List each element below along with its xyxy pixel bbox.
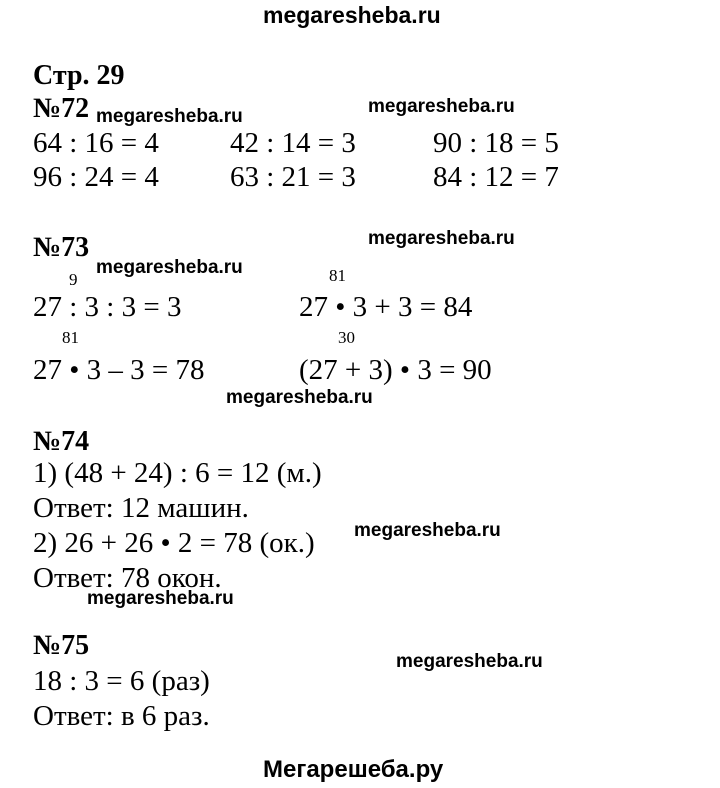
ex73-line: (27 + 3) • 3 = 90 — [299, 354, 492, 386]
ex75-line: 18 : 3 = 6 (раз) — [33, 665, 210, 697]
bottom-watermark: Мегарешеба.ру — [263, 756, 444, 783]
ex72-title: №72 — [33, 93, 90, 124]
ex75-title: №75 — [33, 630, 90, 661]
ex73-title: №73 — [33, 232, 90, 263]
ex73-hint: 81 — [62, 328, 79, 347]
ex74-line: Ответ: 78 окон. — [33, 562, 222, 594]
watermark: megaresheba.ru — [96, 257, 243, 278]
watermark: megaresheba.ru — [87, 588, 234, 609]
ex72-cell: 84 : 12 = 7 — [433, 161, 559, 193]
ex72-cell: 96 : 24 = 4 — [33, 161, 159, 193]
ex72-cell: 90 : 18 = 5 — [433, 127, 559, 159]
ex74-line: 2) 26 + 26 • 2 = 78 (ок.) — [33, 527, 315, 559]
ex75-line: Ответ: в 6 раз. — [33, 700, 210, 732]
ex74-line: Ответ: 12 машин. — [33, 492, 249, 524]
ex73-hint: 30 — [338, 328, 355, 347]
ex73-hint: 9 — [69, 270, 78, 289]
ex74-title: №74 — [33, 426, 90, 457]
ex73-line: 27 • 3 + 3 = 84 — [299, 291, 473, 323]
top-watermark: megaresheba.ru — [263, 2, 441, 28]
watermark: megaresheba.ru — [368, 96, 515, 117]
ex72-cell: 64 : 16 = 4 — [33, 127, 159, 159]
ex74-line: 1) (48 + 24) : 6 = 12 (м.) — [33, 457, 322, 489]
ex72-cell: 42 : 14 = 3 — [230, 127, 356, 159]
watermark: megaresheba.ru — [396, 651, 543, 672]
watermark: megaresheba.ru — [368, 228, 515, 249]
ex73-hint: 81 — [329, 266, 346, 285]
ex72-cell: 63 : 21 = 3 — [230, 161, 356, 193]
watermark: megaresheba.ru — [226, 387, 373, 408]
ex73-line: 27 : 3 : 3 = 3 — [33, 291, 182, 323]
ex73-line: 27 • 3 – 3 = 78 — [33, 354, 205, 386]
page-heading: Стр. 29 — [33, 60, 125, 91]
watermark: megaresheba.ru — [354, 520, 501, 541]
watermark: megaresheba.ru — [96, 106, 243, 127]
